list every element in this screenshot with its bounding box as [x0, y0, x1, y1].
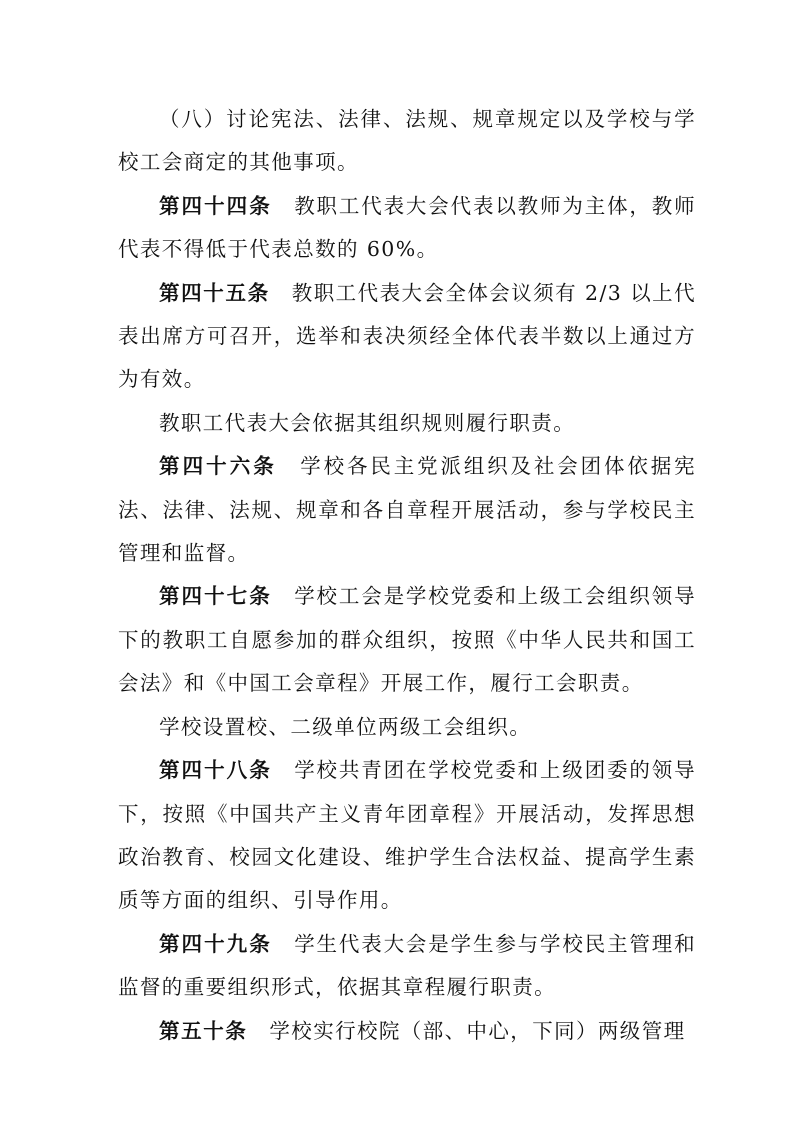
article-number: 第四十四条: [159, 193, 272, 218]
article-text: 学校各民主党派组织及社会团体依据宪法、法律、法规、规章和各自章程开展活动，参与学校民主管理和监督。: [118, 454, 696, 566]
paragraph-text: 教职工代表大会依据其组织规则履行职责。: [159, 410, 576, 435]
document-body: [118, 98, 696, 1053]
paragraph-text: （八）讨论宪法、法律、法规、规章规定以及学校与学校工会商定的其他事项。: [118, 107, 696, 175]
article-47: [118, 575, 696, 705]
article-text: 学生代表大会是学生参与学校民主管理和监督的重要组织形式，依据其章程履行职责。: [118, 931, 697, 1000]
article-text: 教职工代表大会全体会议须有 2/3 以上代表出席方可召开，选举和表决须经全体代表半数以上通过方为有效。: [118, 280, 696, 392]
article-text: 学校共青团在学校党委和上级团委的领导下，按照《中国共产主义青年团章程》开展活动，发挥思想政治教育、校园文化建设、维护学生合法权益、提高学生素质等方面的组织、引导作用。: [118, 758, 697, 913]
article-number: 第四十七条: [159, 584, 272, 609]
article-number: 第四十五条: [159, 280, 270, 305]
article-text: 教职工代表大会代表以教师为主体，教师代表不得低于代表总数的 60%。: [118, 193, 697, 262]
article-50: [118, 1010, 696, 1053]
paragraph-text: 学校设置校、二级单位两级工会组织。: [159, 714, 532, 739]
paragraph-item-8: [118, 98, 696, 185]
article-44: [118, 185, 696, 272]
article-49: [118, 923, 696, 1010]
article-text: 学校工会是学校党委和上级工会组织领导下的教职工自愿参加的群众组织，按照《中华人民共和国工会法》和《中国工会章程》开展工作，履行工会职责。: [118, 584, 697, 696]
article-number: 第五十条: [159, 1018, 248, 1043]
paragraph-union-levels: [118, 706, 696, 749]
article-48: [118, 749, 696, 923]
article-number: 第四十九条: [159, 931, 272, 956]
article-text: 学校实行校院（部、中心，下同）两级管理: [269, 1018, 686, 1043]
paragraph-congress-duties: [118, 402, 696, 445]
article-number: 第四十八条: [159, 758, 272, 783]
article-number: 第四十六条: [159, 454, 277, 479]
article-45: [118, 272, 696, 402]
article-46: [118, 445, 696, 575]
